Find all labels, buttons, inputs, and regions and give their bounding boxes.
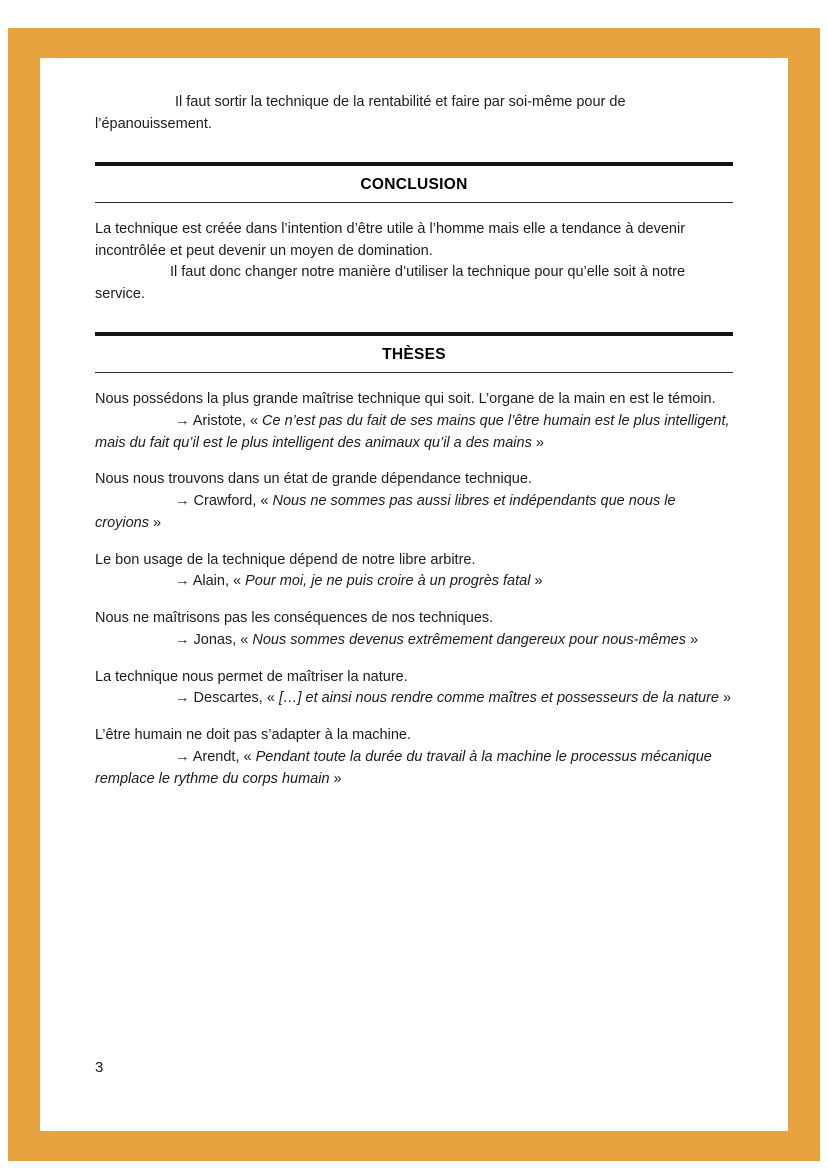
quote-close: » bbox=[531, 434, 544, 451]
thesis-quote bbox=[95, 688, 733, 710]
document-page bbox=[40, 58, 788, 1131]
thesis-item bbox=[95, 608, 733, 652]
thesis-claim: Nous nous trouvons dans un état de grande dépendance technique. bbox=[95, 471, 532, 488]
quote-text: […] et ainsi nous rendre comme maîtres et possesseurs de la nature bbox=[278, 690, 719, 707]
thesis-claim: L’être humain ne doit pas s’adapter à la machine. bbox=[95, 727, 411, 743]
quote-close: » bbox=[530, 573, 543, 590]
thesis-quote bbox=[95, 747, 733, 791]
intro-paragraph: Il faut sortir la technique de la rentabilité et faire par soi-même pour de l’épanouissement. bbox=[95, 94, 626, 132]
quote-text: Pendant toute la durée du travail à la machine le processus mécanique remplace le rythme du corps humain bbox=[95, 748, 712, 787]
conclusion-paragraph-2: Il faut donc changer notre manière d’utiliser la technique pour qu’elle soit à notre service. bbox=[95, 264, 686, 302]
section-bottom-rule bbox=[95, 202, 733, 203]
quote-text: Nous sommes devenus extrêmement dangereux pour nous-mêmes bbox=[252, 631, 686, 648]
thesis-claim: La technique nous permet de maîtriser la nature. bbox=[95, 668, 408, 685]
section-title-theses: THÈSES bbox=[382, 345, 446, 363]
quote-text: Ce n’est pas du fait de ses mains que l’être humain est le plus intelligent, mais du fait qu’il est le plus intelligent des animaux qu’il a des mains bbox=[95, 412, 730, 451]
thesis-item bbox=[95, 389, 733, 454]
thesis-item bbox=[95, 725, 733, 790]
thesis-item bbox=[95, 667, 733, 711]
thesis-attribution: → Jonas, « bbox=[175, 631, 253, 648]
thesis-quote bbox=[95, 630, 733, 652]
section-bottom-rule bbox=[95, 372, 733, 373]
quote-close: » bbox=[149, 514, 162, 531]
conclusion-paragraph-1: La technique est créée dans l’intention d’être utile à l’homme mais elle a tendance à devenir incontrôlée et peut devenir un moyen de domination. bbox=[95, 220, 686, 259]
page-number: 3 bbox=[95, 1058, 104, 1076]
section-title-conclusion: CONCLUSION bbox=[360, 175, 468, 193]
quote-text: Pour moi, je ne puis croire à un progrès fatal bbox=[245, 573, 531, 590]
thesis-claim: Le bon usage de la technique dépend de notre libre arbitre. bbox=[95, 551, 476, 568]
quote-text: Nous ne sommes pas aussi libres et indépendants que nous le croyions bbox=[95, 493, 676, 531]
thesis-quote bbox=[95, 491, 733, 535]
section-header-theses bbox=[95, 332, 733, 373]
section-header-conclusion bbox=[95, 162, 733, 203]
quote-close: » bbox=[719, 690, 732, 707]
thesis-attribution: → Descartes, « bbox=[175, 690, 279, 707]
thesis-attribution: → Alain, « bbox=[175, 573, 246, 590]
thesis-claim: Nous possédons la plus grande maîtrise technique qui soit. L’organe de la main en est le témoin. bbox=[95, 391, 716, 407]
thesis-item bbox=[95, 469, 733, 534]
thesis-quote bbox=[95, 411, 733, 455]
quote-close: » bbox=[329, 770, 342, 787]
thesis-attribution: → Aristote, « bbox=[175, 412, 263, 429]
quote-close: » bbox=[685, 631, 699, 648]
thesis-item bbox=[95, 550, 733, 594]
thesis-attribution: → Arendt, « bbox=[175, 748, 256, 765]
thesis-attribution: → Crawford, « bbox=[175, 493, 273, 509]
thesis-claim: Nous ne maîtrisons pas les conséquences de nos techniques. bbox=[95, 610, 494, 626]
thesis-quote bbox=[95, 571, 733, 593]
